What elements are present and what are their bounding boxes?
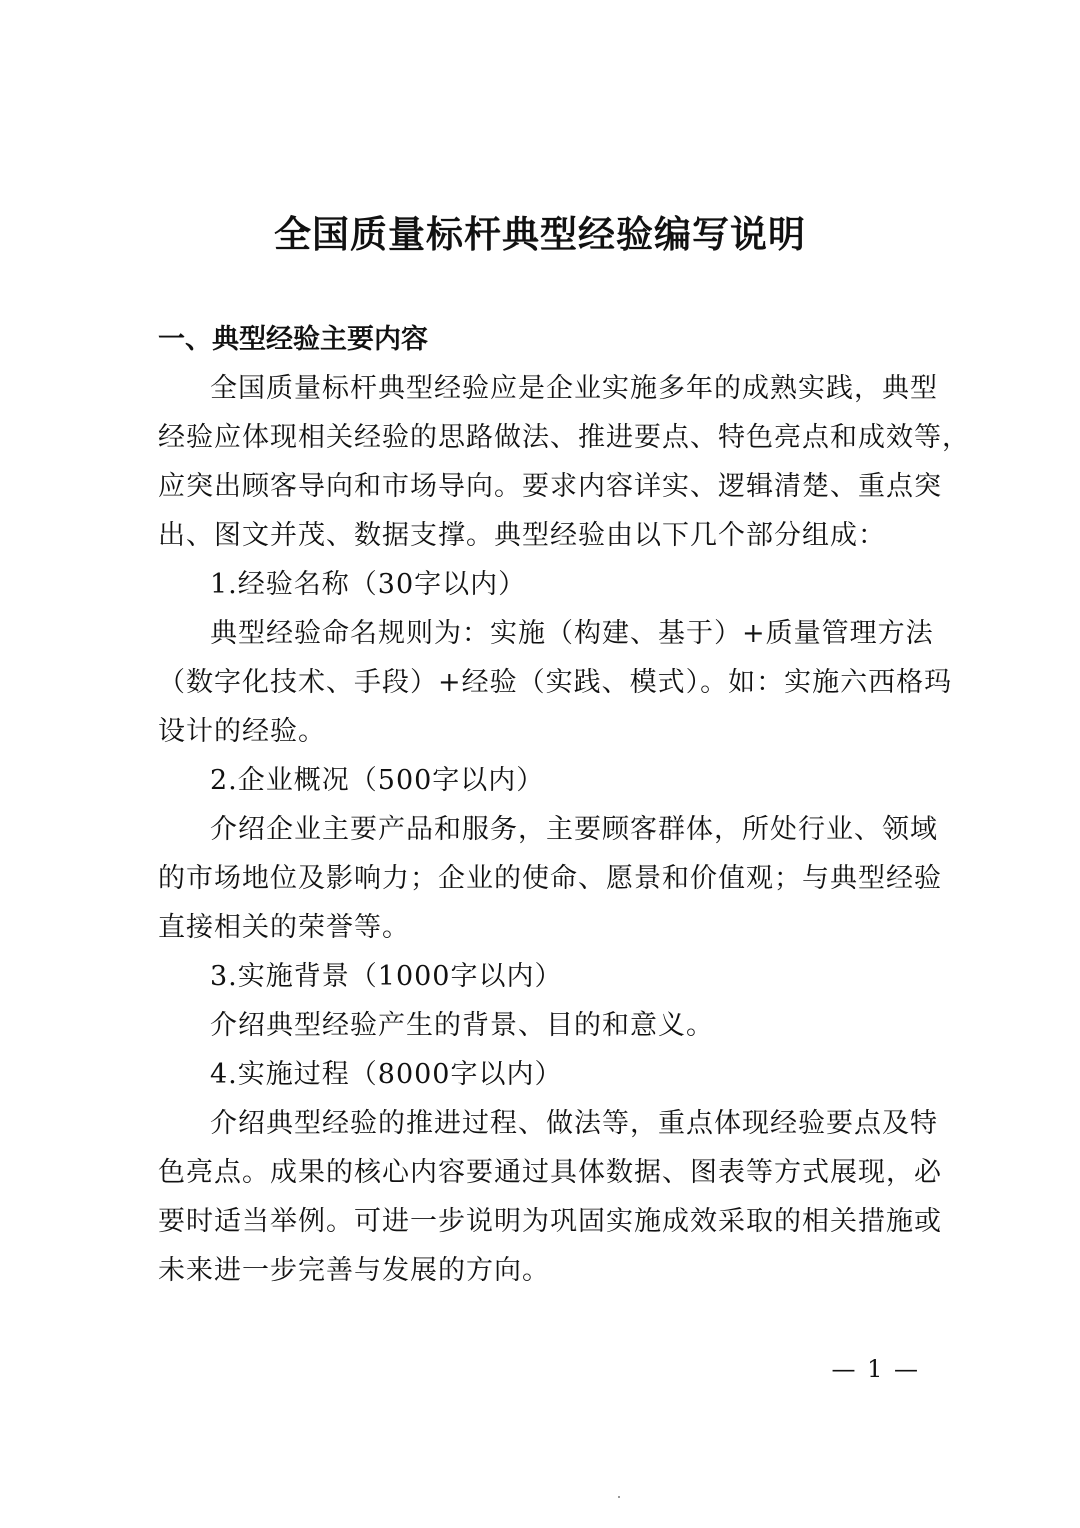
paragraph-line: 要时适当举例。可进一步说明为巩固实施成效采取的相关措施或 [158, 1206, 942, 1237]
scan-speck [618, 1496, 620, 1498]
paragraph-line: 经验应体现相关经验的思路做法、推进要点、特色亮点和成效等， [158, 422, 970, 453]
paragraph-line: 直接相关的荣誉等。 [158, 912, 410, 943]
page-number: — 1 — [831, 1355, 920, 1383]
paragraph-line: 设计的经验。 [158, 716, 326, 747]
subsection-heading: 3.实施背景（1000字以内） [210, 961, 563, 992]
paragraph-line: 应突出顾客导向和市场导向。要求内容详实、逻辑清楚、重点突 [158, 471, 942, 502]
document-title: 全国质量标杆典型经验编写说明 [274, 212, 806, 256]
paragraph-line: 典型经验命名规则为：实施（构建、基于）+质量管理方法 [210, 618, 934, 649]
paragraph-line: 介绍企业主要产品和服务，主要顾客群体，所处行业、领域 [210, 814, 938, 845]
paragraph-line: 出、图文并茂、数据支撑。典型经验由以下几个部分组成： [158, 520, 886, 551]
subsection-heading: 4.实施过程（8000字以内） [210, 1059, 563, 1090]
paragraph-line: 色亮点。成果的核心内容要通过具体数据、图表等方式展现，必 [158, 1157, 942, 1188]
paragraph-line: 介绍典型经验产生的背景、目的和意义。 [210, 1010, 714, 1041]
paragraph-line: （数字化技术、手段）+经验（实践、模式）。如：实施六西格玛 [158, 667, 953, 698]
subsection-heading: 2.企业概况（500字以内） [210, 765, 545, 796]
document-body [158, 316, 970, 1295]
paragraph-line: 未来进一步完善与发展的方向。 [158, 1255, 550, 1286]
subsection-heading: 1.经验名称（30字以内） [210, 569, 527, 600]
paragraph-line: 的市场地位及影响力；企业的使命、愿景和价值观；与典型经验 [158, 863, 942, 894]
paragraph-line: 全国质量标杆典型经验应是企业实施多年的成熟实践，典型 [210, 373, 938, 404]
paragraph-line: 介绍典型经验的推进过程、做法等，重点体现经验要点及特 [210, 1108, 938, 1139]
section-heading: 一、典型经验主要内容 [158, 324, 428, 355]
